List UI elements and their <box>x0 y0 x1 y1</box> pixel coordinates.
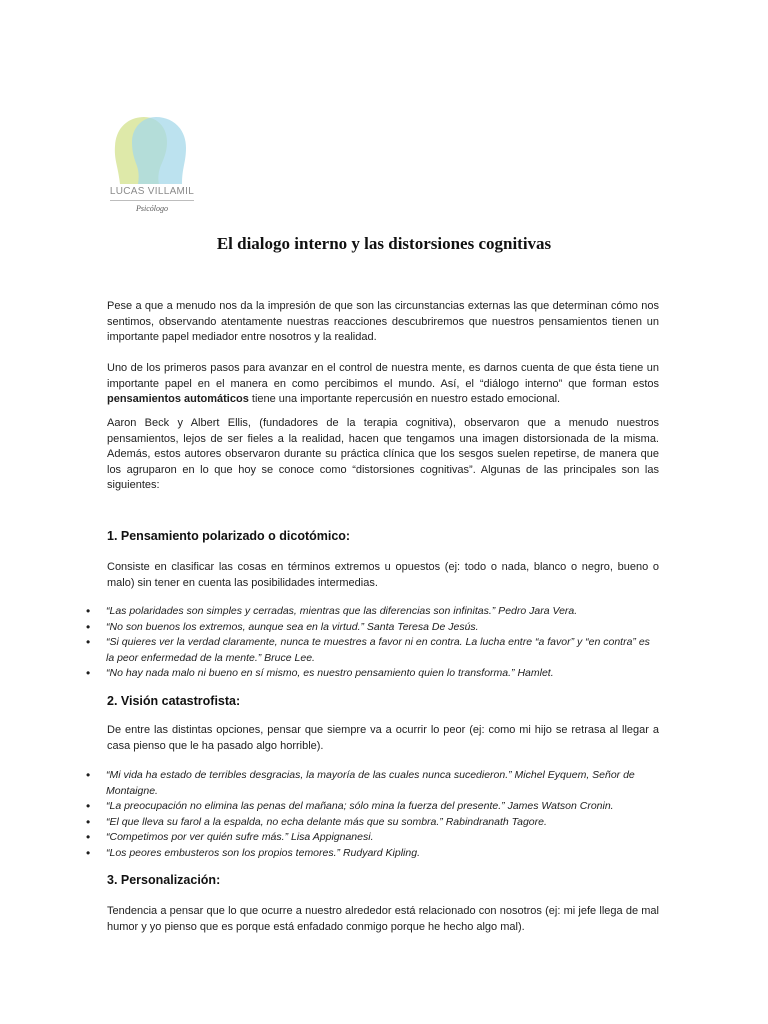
psychologist-logo <box>106 114 198 224</box>
list-item: • “Las polaridades son simples y cerradas, mientras que las diferencias son infinitas.” Pedro Jara Vera. <box>84 604 659 620</box>
section-text-3: Tendencia a pensar que lo que ocurre a nuestro alrededor está relacionado con nosotros (ej: mi jefe llega de mal humor y yo pienso que es porque está enfadado conmigo porque he hecho algo mal). <box>107 905 659 933</box>
automatic-thoughts-term: pensamientos automáticos <box>107 393 249 405</box>
logo-divider <box>110 200 194 201</box>
intro-paragraph-2-text-a: Uno de los primeros pasos para avanzar en el control de nuestra mente, es darnos cuenta de que ésta tiene un importante papel en el manera en como percibimos el mundo. Así, el “diálogo interno” que forman estos <box>107 362 659 390</box>
list-item: • “Si quieres ver la verdad claramente, nunca te muestres a favor ni en contra. La lucha entre “a favor” y “en contra” es la peor enfermedad de la mente.” Bruce Lee. <box>84 635 659 666</box>
section-heading-2: 2. Visión catastrofista: <box>107 694 241 708</box>
logo-subtitle: Psicólogo <box>136 204 168 213</box>
section-text-2: De entre las distintas opciones, pensar que siempre va a ocurrir lo peor (ej: como mi hijo se retrasa al llegar a casa pienso que le ha pasado algo horrible). <box>107 724 659 752</box>
quote-list-1 <box>84 604 659 682</box>
intro-paragraph-3: Aaron Beck y Albert Ellis, (fundadores de la terapia cognitiva), observaron que a menudo nuestros pensamientos, lejos de ser fieles a la realidad, hacen que tengamos una imagen distorsionada de la misma. Además, estos autores observaron durante su práctica clínica que los sesgos suelen repetirse, de manera que los agruparon en lo que hoy se conoce como “distorsiones cognitivas”. Algunas de las principales son las siguientes: <box>107 417 659 491</box>
list-item: • “El que lleva su farol a la espalda, no echa delante más que su sombra.” Rabindranath Tagore. <box>84 815 659 831</box>
list-item: • “Mi vida ha estado de terribles desgracias, la mayoría de las cuales nunca sucedieron.” Michel Eyquem, Señor de Montaigne. <box>84 768 659 799</box>
intro-paragraph-1: Pese a que a menudo nos da la impresión de que son las circunstancias externas las que determinan cómo nos sentimos, observando atentamente nuestras reacciones descubriremos que nuestros pensamientos tienen un importante papel mediador entre nosotros y la realidad. <box>107 300 659 343</box>
document-title: El dialogo interno y las distorsiones cognitivas <box>216 234 552 253</box>
list-item: • “No hay nada malo ni bueno en sí mismo, es nuestro pensamiento quien lo transforma.” Hamlet. <box>84 666 659 682</box>
section-heading-3: 3. Personalización: <box>107 873 221 887</box>
list-item: • “Competimos por ver quién sufre más.” Lisa Appignanesi. <box>84 830 659 846</box>
intro-paragraph-2-text-b: tiene una importante repercusión en nuestro estado emocional. <box>248 393 561 405</box>
list-item: • “Los peores embusteros son los propios temores.” Rudyard Kipling. <box>84 846 659 862</box>
list-item: • “No son buenos los extremos, aunque sea en la virtud.” Santa Teresa De Jesús. <box>84 620 659 636</box>
quote-list-2 <box>84 768 659 861</box>
two-heads-icon <box>112 114 192 186</box>
list-item: • “La preocupación no elimina las penas del mañana; sólo mina la fuerza del presente.” James Watson Cronin. <box>84 799 659 815</box>
logo-name: LUCAS VILLAMIL <box>109 186 195 197</box>
intro-paragraph-2 <box>107 361 659 408</box>
section-heading-1: 1. Pensamiento polarizado o dicotómico: <box>107 529 351 543</box>
section-text-1: Consiste en clasificar las cosas en términos extremos u opuestos (ej: todo o nada, blanco o negro, bueno o malo) sin tener en cuenta las posibilidades intermedias. <box>107 561 659 589</box>
